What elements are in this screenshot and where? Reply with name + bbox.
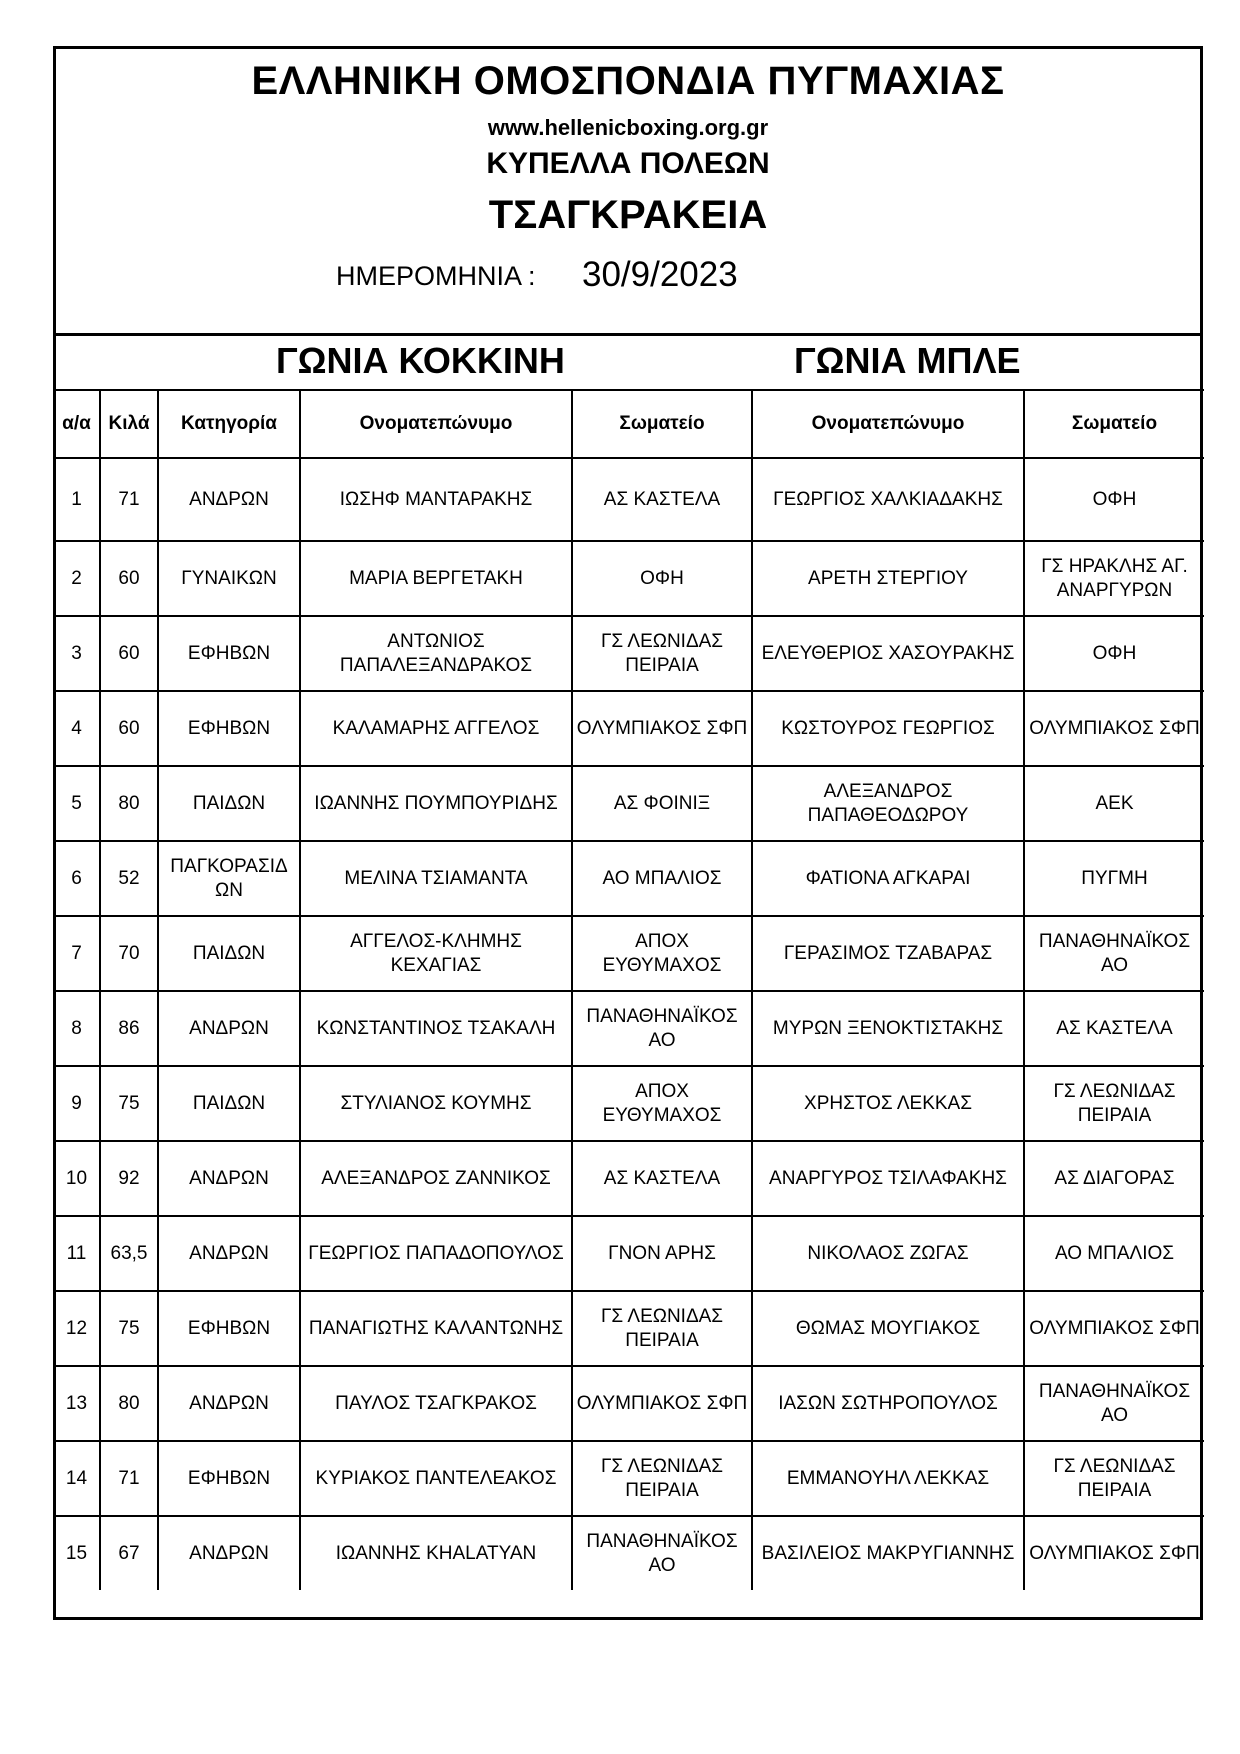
category-cell: ΓΥΝΑΙΚΩΝ — [158, 541, 300, 616]
red-fighter-name: ΚΩΝΣΤΑΝΤΙΝΟΣ ΤΣΑΚΑΛΗ — [300, 991, 572, 1066]
red-fighter-club: ΟΛΥΜΠΙΑΚΟΣ ΣΦΠ — [572, 1366, 752, 1441]
category-cell: ΠΑΙΔΩΝ — [158, 766, 300, 841]
category-cell: ΑΝΔΡΩΝ — [158, 458, 300, 541]
red-fighter-name: ΚΑΛΑΜΑΡΗΣ ΑΓΓΕΛΟΣ — [300, 691, 572, 766]
red-fighter-club: ΓΝΟΝ ΑΡΗΣ — [572, 1216, 752, 1291]
red-fighter-name: ΑΓΓΕΛΟΣ-ΚΛΗΜΗΣ ΚΕΧΑΓΙΑΣ — [300, 916, 572, 991]
blue-fighter-name: ΓΕΡΑΣΙΜΟΣ ΤΖΑΒΑΡΑΣ — [752, 916, 1024, 991]
corners-row — [56, 336, 1200, 389]
weight-cell: 70 — [100, 916, 158, 991]
bout-index: 3 — [54, 616, 100, 691]
blue-fighter-name: ΕΜΜΑΝΟΥΗΛ ΛΕΚΚΑΣ — [752, 1441, 1024, 1516]
table-row — [54, 1516, 1204, 1590]
column-header-red-club: Σωματείο — [572, 390, 752, 458]
red-corner-heading: ΓΩΝΙΑ ΚΟΚΚΙΝΗ — [276, 340, 565, 381]
category-cell: ΑΝΔΡΩΝ — [158, 1516, 300, 1590]
category-cell: ΑΝΔΡΩΝ — [158, 1366, 300, 1441]
table-row — [54, 1066, 1204, 1141]
weight-cell: 80 — [100, 766, 158, 841]
cup-title: ΚΥΠΕΛΛΑ ΠΟΛΕΩΝ — [486, 147, 770, 180]
table-header — [54, 390, 1204, 458]
red-fighter-name: ΚΥΡΙΑΚΟΣ ΠΑΝΤΕΛΕΑΚΟΣ — [300, 1441, 572, 1516]
red-fighter-club: ΠΑΝΑΘΗΝΑΪΚΟΣ ΑΟ — [572, 991, 752, 1066]
blue-fighter-name: ΒΑΣΙΛΕΙΟΣ ΜΑΚΡΥΓΙΑΝΝΗΣ — [752, 1516, 1024, 1590]
blue-fighter-club: ΟΦΗ — [1024, 616, 1204, 691]
red-fighter-club: ΓΣ ΛΕΩΝΙΔΑΣ ΠΕΙΡΑΙΑ — [572, 1441, 752, 1516]
red-fighter-club: ΑΣ ΦΟΙΝΙΞ — [572, 766, 752, 841]
blue-fighter-name: ΚΩΣΤΟΥΡΟΣ ΓΕΩΡΓΙΟΣ — [752, 691, 1024, 766]
weight-cell: 67 — [100, 1516, 158, 1590]
bout-index: 8 — [54, 991, 100, 1066]
weight-cell: 80 — [100, 1366, 158, 1441]
date-label: ΗΜΕΡΟΜΗΝΙΑ : — [336, 261, 536, 291]
category-cell: ΠΑΙΔΩΝ — [158, 1066, 300, 1141]
blue-fighter-club: ΑΣ ΔΙΑΓΟΡΑΣ — [1024, 1141, 1204, 1216]
bout-index: 7 — [54, 916, 100, 991]
bout-index: 2 — [54, 541, 100, 616]
category-cell: ΕΦΗΒΩΝ — [158, 1441, 300, 1516]
blue-fighter-name: ΑΝΑΡΓΥΡΟΣ ΤΣΙΛΑΦΑΚΗΣ — [752, 1141, 1024, 1216]
red-fighter-club: ΑΟ ΜΠΑΛΙΟΣ — [572, 841, 752, 916]
column-header-blue-club: Σωματείο — [1024, 390, 1204, 458]
blue-fighter-club: ΓΣ ΛΕΩΝΙΔΑΣ ΠΕΙΡΑΙΑ — [1024, 1441, 1204, 1516]
category-cell: ΠΑΓΚΟΡΑΣΙΔ ΩΝ — [158, 841, 300, 916]
weight-cell: 60 — [100, 616, 158, 691]
red-fighter-club: ΑΠΟΧ ΕΥΘΥΜΑΧΟΣ — [572, 1066, 752, 1141]
red-fighter-club: ΓΣ ΛΕΩΝΙΔΑΣ ΠΕΙΡΑΙΑ — [572, 616, 752, 691]
bout-index: 9 — [54, 1066, 100, 1141]
blue-fighter-club: ΠΑΝΑΘΗΝΑΪΚΟΣ ΑΟ — [1024, 1366, 1204, 1441]
table-row — [54, 991, 1204, 1066]
blue-fighter-club: ΓΣ ΗΡΑΚΛΗΣ ΑΓ. ΑΝΑΡΓΥΡΩΝ — [1024, 541, 1204, 616]
red-fighter-name: ΓΕΩΡΓΙΟΣ ΠΑΠΑΔΟΠΟΥΛΟΣ — [300, 1216, 572, 1291]
red-fighter-name: ΜΕΛΙΝΑ ΤΣΙΑΜΑΝΤΑ — [300, 841, 572, 916]
website-link[interactable]: www.hellenicboxing.org.gr — [487, 115, 769, 140]
blue-fighter-club: ΟΛΥΜΠΙΑΚΟΣ ΣΦΠ — [1024, 1516, 1204, 1590]
blue-fighter-club: ΠΑΝΑΘΗΝΑΪΚΟΣ ΑΟ — [1024, 916, 1204, 991]
column-header-red-name: Ονοματεπώνυμο — [300, 390, 572, 458]
weight-cell: 71 — [100, 458, 158, 541]
weight-cell: 60 — [100, 691, 158, 766]
blue-fighter-name: ΑΡΕΤΗ ΣΤΕΡΓΙΟΥ — [752, 541, 1024, 616]
blue-fighter-name: ΙΑΣΩΝ ΣΩΤΗΡΟΠΟΥΛΟΣ — [752, 1366, 1024, 1441]
blue-fighter-club: ΟΛΥΜΠΙΑΚΟΣ ΣΦΠ — [1024, 691, 1204, 766]
red-fighter-name: ΣΤΥΛΙΑΝΟΣ ΚΟΥΜΗΣ — [300, 1066, 572, 1141]
red-fighter-club: ΟΛΥΜΠΙΑΚΟΣ ΣΦΠ — [572, 691, 752, 766]
weight-cell: 52 — [100, 841, 158, 916]
weight-cell: 92 — [100, 1141, 158, 1216]
blue-fighter-name: ΑΛΕΞΑΝΔΡΟΣ ΠΑΠΑΘΕΟΔΩΡΟΥ — [752, 766, 1024, 841]
bout-index: 5 — [54, 766, 100, 841]
category-cell: ΑΝΔΡΩΝ — [158, 1141, 300, 1216]
blue-fighter-club: ΓΣ ΛΕΩΝΙΔΑΣ ΠΕΙΡΑΙΑ — [1024, 1066, 1204, 1141]
weight-cell: 75 — [100, 1066, 158, 1141]
weight-cell: 60 — [100, 541, 158, 616]
table-row — [54, 766, 1204, 841]
table-row — [54, 1441, 1204, 1516]
blue-fighter-name: ΘΩΜΑΣ ΜΟΥΓΙΑΚΟΣ — [752, 1291, 1024, 1366]
table-row — [54, 541, 1204, 616]
event-title: ΤΣΑΓΚΡΑΚΕΙΑ — [488, 193, 768, 237]
weight-cell: 71 — [100, 1441, 158, 1516]
bout-index: 11 — [54, 1216, 100, 1291]
blue-fighter-name: ΜΥΡΩΝ ΞΕΝΟΚΤΙΣΤΑΚΗΣ — [752, 991, 1024, 1066]
blue-fighter-club: ΠΥΓΜΗ — [1024, 841, 1204, 916]
category-cell: ΕΦΗΒΩΝ — [158, 691, 300, 766]
blue-fighter-name: ΓΕΩΡΓΙΟΣ ΧΑΛΚΙΑΔΑΚΗΣ — [752, 458, 1024, 541]
document-frame — [53, 46, 1203, 1620]
red-fighter-name: ΜΑΡΙΑ ΒΕΡΓΕΤΑΚΗ — [300, 541, 572, 616]
blue-fighter-name: ΧΡΗΣΤΟΣ ΛΕΚΚΑΣ — [752, 1066, 1024, 1141]
bout-index: 10 — [54, 1141, 100, 1216]
red-fighter-club: ΑΠΟΧ ΕΥΘΥΜΑΧΟΣ — [572, 916, 752, 991]
table-row — [54, 1216, 1204, 1291]
red-fighter-name: ΑΝΤΩΝΙΟΣ ΠΑΠΑΛΕΞΑΝΔΡΑΚΟΣ — [300, 616, 572, 691]
category-cell: ΠΑΙΔΩΝ — [158, 916, 300, 991]
table-row — [54, 916, 1204, 991]
column-header-index: α/α — [54, 390, 100, 458]
weight-cell: 75 — [100, 1291, 158, 1366]
red-fighter-name: ΠΑΥΛΟΣ ΤΣΑΓΚΡΑΚΟΣ — [300, 1366, 572, 1441]
weight-cell: 63,5 — [100, 1216, 158, 1291]
category-cell: ΕΦΗΒΩΝ — [158, 616, 300, 691]
bout-index: 14 — [54, 1441, 100, 1516]
blue-fighter-name: ΝΙΚΟΛΑΟΣ ΖΩΓΑΣ — [752, 1216, 1024, 1291]
column-header-blue-name: Ονοματεπώνυμο — [752, 390, 1024, 458]
blue-fighter-club: ΑΕΚ — [1024, 766, 1204, 841]
document-header — [56, 49, 1200, 336]
red-fighter-name: ΠΑΝΑΓΙΩΤΗΣ ΚΑΛΑΝΤΩΝΗΣ — [300, 1291, 572, 1366]
red-fighter-club: ΓΣ ΛΕΩΝΙΔΑΣ ΠΕΙΡΑΙΑ — [572, 1291, 752, 1366]
blue-fighter-name: ΦΑΤΙΟΝΑ ΑΓΚΑΡΑΙ — [752, 841, 1024, 916]
red-fighter-club: ΑΣ ΚΑΣΤΕΛΑ — [572, 1141, 752, 1216]
blue-fighter-club: ΑΟ ΜΠΑΛΙΟΣ — [1024, 1216, 1204, 1291]
category-cell: ΕΦΗΒΩΝ — [158, 1291, 300, 1366]
blue-corner-heading: ΓΩΝΙΑ ΜΠΛΕ — [794, 340, 1021, 381]
blue-fighter-club: ΟΛΥΜΠΙΑΚΟΣ ΣΦΠ — [1024, 1291, 1204, 1366]
weight-cell: 86 — [100, 991, 158, 1066]
date-value: 30/9/2023 — [582, 255, 738, 294]
red-fighter-name: ΑΛΕΞΑΝΔΡΟΣ ΖΑΝΝΙΚΟΣ — [300, 1141, 572, 1216]
table-row — [54, 458, 1204, 541]
blue-fighter-club: ΑΣ ΚΑΣΤΕΛΑ — [1024, 991, 1204, 1066]
table-row — [54, 1291, 1204, 1366]
table-row — [54, 1141, 1204, 1216]
red-fighter-club: ΟΦΗ — [572, 541, 752, 616]
column-header-category: Κατηγορία — [158, 390, 300, 458]
bout-index: 12 — [54, 1291, 100, 1366]
bout-index: 4 — [54, 691, 100, 766]
table-row — [54, 616, 1204, 691]
red-fighter-name: ΙΩΑΝΝΗΣ ΚΗΑLΑΤΥΑΝ — [300, 1516, 572, 1590]
category-cell: ΑΝΔΡΩΝ — [158, 991, 300, 1066]
bout-index: 1 — [54, 458, 100, 541]
red-fighter-club: ΠΑΝΑΘΗΝΑΪΚΟΣ ΑΟ — [572, 1516, 752, 1590]
red-fighter-club: ΑΣ ΚΑΣΤΕΛΑ — [572, 458, 752, 541]
blue-fighter-club: ΟΦΗ — [1024, 458, 1204, 541]
red-fighter-name: ΙΩΑΝΝΗΣ ΠΟΥΜΠΟΥΡΙΔΗΣ — [300, 766, 572, 841]
bout-index: 15 — [54, 1516, 100, 1590]
category-cell: ΑΝΔΡΩΝ — [158, 1216, 300, 1291]
blue-fighter-name: ΕΛΕΥΘΕΡΙΟΣ ΧΑΣΟΥΡΑΚΗΣ — [752, 616, 1024, 691]
column-header-weight: Κιλά — [100, 390, 158, 458]
table-row — [54, 1366, 1204, 1441]
bout-index: 13 — [54, 1366, 100, 1441]
federation-title: ΕΛΛΗΝΙΚΗ ΟΜΟΣΠΟΝΔΙΑ ΠΥΓΜΑΧΙΑΣ — [251, 59, 1005, 103]
red-fighter-name: ΙΩΣΗΦ ΜΑΝΤΑΡΑΚΗΣ — [300, 458, 572, 541]
table-row — [54, 841, 1204, 916]
table-body — [54, 458, 1204, 1590]
table-row — [54, 691, 1204, 766]
bout-index: 6 — [54, 841, 100, 916]
bouts-table — [54, 389, 1204, 1590]
